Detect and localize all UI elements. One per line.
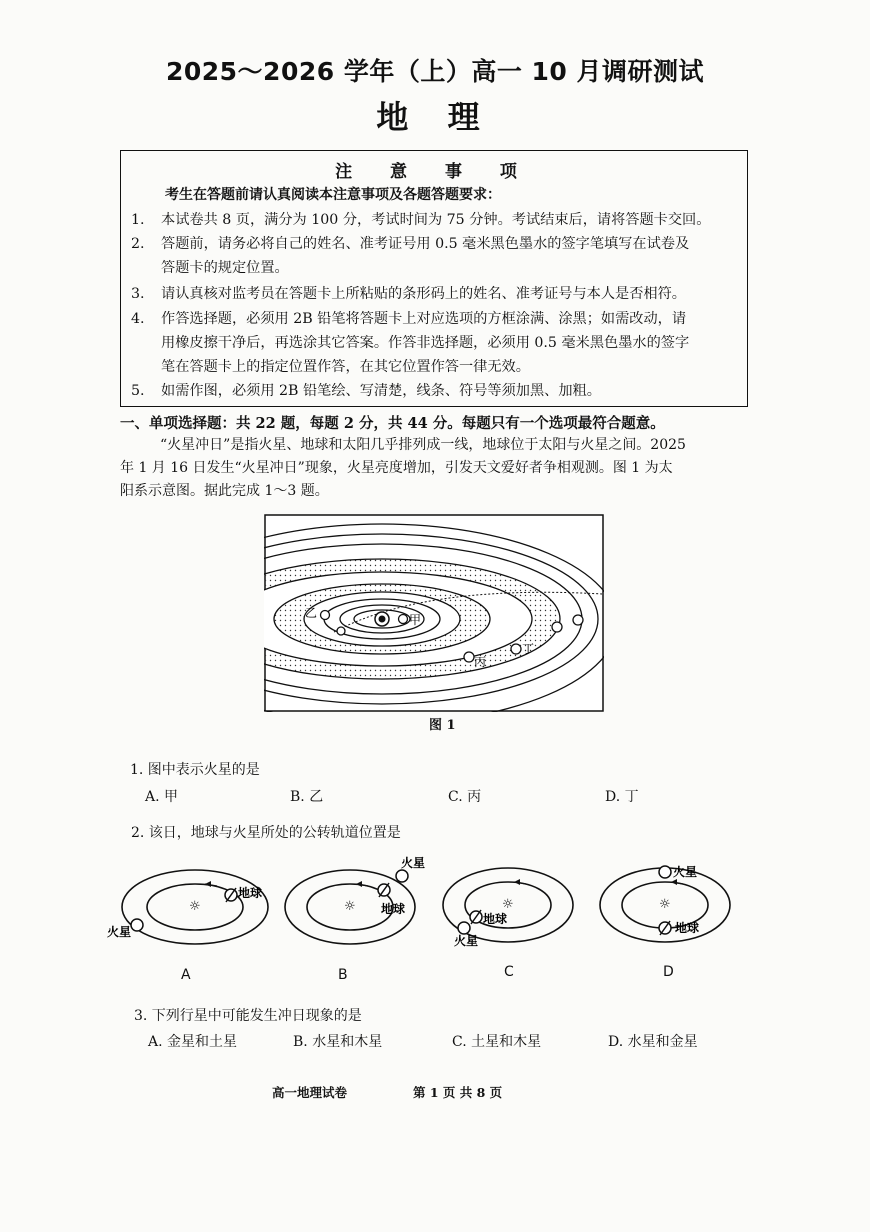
orbit-diagram-c[interactable] — [440, 855, 595, 955]
sun-icon: ☼ — [344, 899, 356, 914]
notice-item-4 — [121, 307, 747, 379]
label-yi: 乙 — [305, 606, 318, 620]
mars-marker — [458, 922, 470, 934]
solar-system-figure — [264, 514, 604, 712]
figure-caption: 图 1 — [429, 718, 456, 733]
direction-arrow-icon — [514, 879, 520, 885]
notice-item-number: 5. — [131, 383, 145, 399]
passage-line: 年 1 月 16 日发生“火星冲日”现象，火星亮度增加，引发天文爱好者争相观测。图 1 为太 — [120, 460, 673, 476]
planet-yi — [321, 611, 330, 620]
earth-label: 地球 — [238, 886, 263, 900]
page-number: 第 1 页 共 8 页 — [413, 1085, 503, 1100]
notice-item-text: 本试卷共 8 页，满分为 100 分，考试时间为 75 分钟。考试结束后，请将答题卡交回。 — [161, 212, 711, 228]
sun-core — [379, 616, 386, 623]
q3-option-d[interactable]: D. 水星和金星 — [608, 1034, 698, 1050]
direction-arrow-icon — [671, 879, 677, 885]
planet-ding — [511, 644, 521, 654]
mars-label: 火星 — [673, 865, 698, 879]
passage-line: 阳系示意图。据此完成 1～3 题。 — [120, 483, 329, 499]
notice-item-number: 3. — [131, 286, 145, 302]
earth-label: 地球 — [483, 912, 508, 926]
notice-item-number: 2. — [131, 236, 145, 252]
section-heading: 一、单项选择题：共 22 题，每题 2 分，共 44 分。每题只有一个选项最符合题意。 — [120, 415, 665, 432]
orbit-diagram-d[interactable] — [595, 855, 755, 955]
notice-intro: 考生在答题前请认真阅读本注意事项及各题答题要求： — [165, 187, 501, 203]
sun-icon: ☼ — [659, 897, 671, 912]
question-2-stem: 2. 该日，地球与火星所处的公转轨道位置是 — [131, 825, 401, 841]
notice-item-text: 笔在答题卡上的指定位置作答，在其它位置作答一律无效。 — [161, 359, 530, 375]
planet-bing — [464, 652, 474, 662]
notice-item-3 — [121, 282, 747, 306]
earth-label: 地球 — [675, 921, 700, 935]
notice-box — [120, 150, 748, 407]
exam-title: 2025～2026 学年（上）高一 10 月调研测试 — [165, 57, 705, 86]
q3-option-c[interactable]: C. 土星和木星 — [452, 1034, 542, 1050]
sun-icon: ☼ — [189, 899, 201, 914]
mars-marker — [659, 866, 671, 878]
direction-arrow-icon — [356, 881, 362, 887]
notice-item-number: 1. — [131, 212, 145, 228]
q1-option-c[interactable]: C. 丙 — [448, 789, 482, 805]
planet — [337, 627, 345, 635]
planet-jia — [399, 615, 408, 624]
notice-item-text: 用橡皮擦干净后，再选涂其它答案。作答非选择题，必须用 0.5 毫米黑色墨水的签字 — [161, 335, 690, 351]
label-bing: 丙 — [474, 655, 487, 669]
notice-item-text: 答题前，请务必将自己的姓名、准考证号用 0.5 毫米黑色墨水的签字笔填写在试卷及 — [161, 236, 690, 252]
notice-item-text: 请认真核对监考员在答题卡上所粘贴的条形码上的姓名、准考证号与本人是否相符。 — [161, 286, 686, 302]
sun-icon: ☼ — [502, 897, 514, 912]
notice-item-2 — [121, 232, 747, 280]
q1-option-a[interactable]: A. 甲 — [145, 789, 179, 805]
passage-line: “火星冲日”是指火星、地球和太阳几乎排列成一线，地球位于太阳与火星之间。2025 — [160, 437, 686, 453]
planet — [573, 615, 583, 625]
notice-item-number: 4. — [131, 311, 145, 327]
orbit-diagram-a[interactable] — [105, 855, 280, 955]
notice-item-text: 如需作图，必须用 2B 铅笔绘、写清楚，线条、符号等须加黑、加粗。 — [161, 383, 601, 399]
planet — [552, 622, 562, 632]
notice-item-1 — [121, 208, 747, 232]
label-jia: 甲 — [409, 613, 422, 627]
notice-item-text: 答题卡的规定位置。 — [161, 260, 289, 276]
notice-heading: 注 意 事 项 — [335, 162, 533, 182]
diagram-letter-c[interactable]: C — [504, 964, 514, 980]
mars-marker — [131, 919, 143, 931]
q3-option-a[interactable]: A. 金星和土星 — [148, 1034, 238, 1050]
question-1-stem: 1. 图中表示火星的是 — [130, 762, 260, 778]
notice-item-text: 作答选择题，必须用 2B 铅笔将答题卡上对应选项的方框涂满、涂黑；如需改动，请 — [161, 311, 687, 327]
mars-label: 火星 — [107, 925, 132, 939]
earth-label: 地球 — [381, 902, 406, 916]
direction-arrow-icon — [205, 881, 211, 887]
q1-option-d[interactable]: D. 丁 — [605, 789, 639, 805]
q1-option-b[interactable]: B. 乙 — [290, 789, 324, 805]
question-3-stem: 3. 下列行星中可能发生冲日现象的是 — [134, 1008, 362, 1024]
subject-title: 地 理 — [376, 98, 494, 136]
label-ding: 丁 — [522, 642, 535, 656]
diagram-letter-a[interactable]: A — [181, 967, 191, 983]
orbit-diagram-b[interactable] — [280, 855, 440, 955]
diagram-letter-b[interactable]: B — [338, 967, 348, 983]
mars-label: 火星 — [401, 856, 426, 870]
notice-item-5 — [121, 379, 747, 403]
mars-label: 火星 — [454, 934, 479, 948]
q3-option-b[interactable]: B. 水星和木星 — [293, 1034, 383, 1050]
mars-marker — [396, 870, 408, 882]
diagram-letter-d[interactable]: D — [663, 964, 674, 980]
footer-subject: 高一地理试卷 — [272, 1085, 348, 1100]
